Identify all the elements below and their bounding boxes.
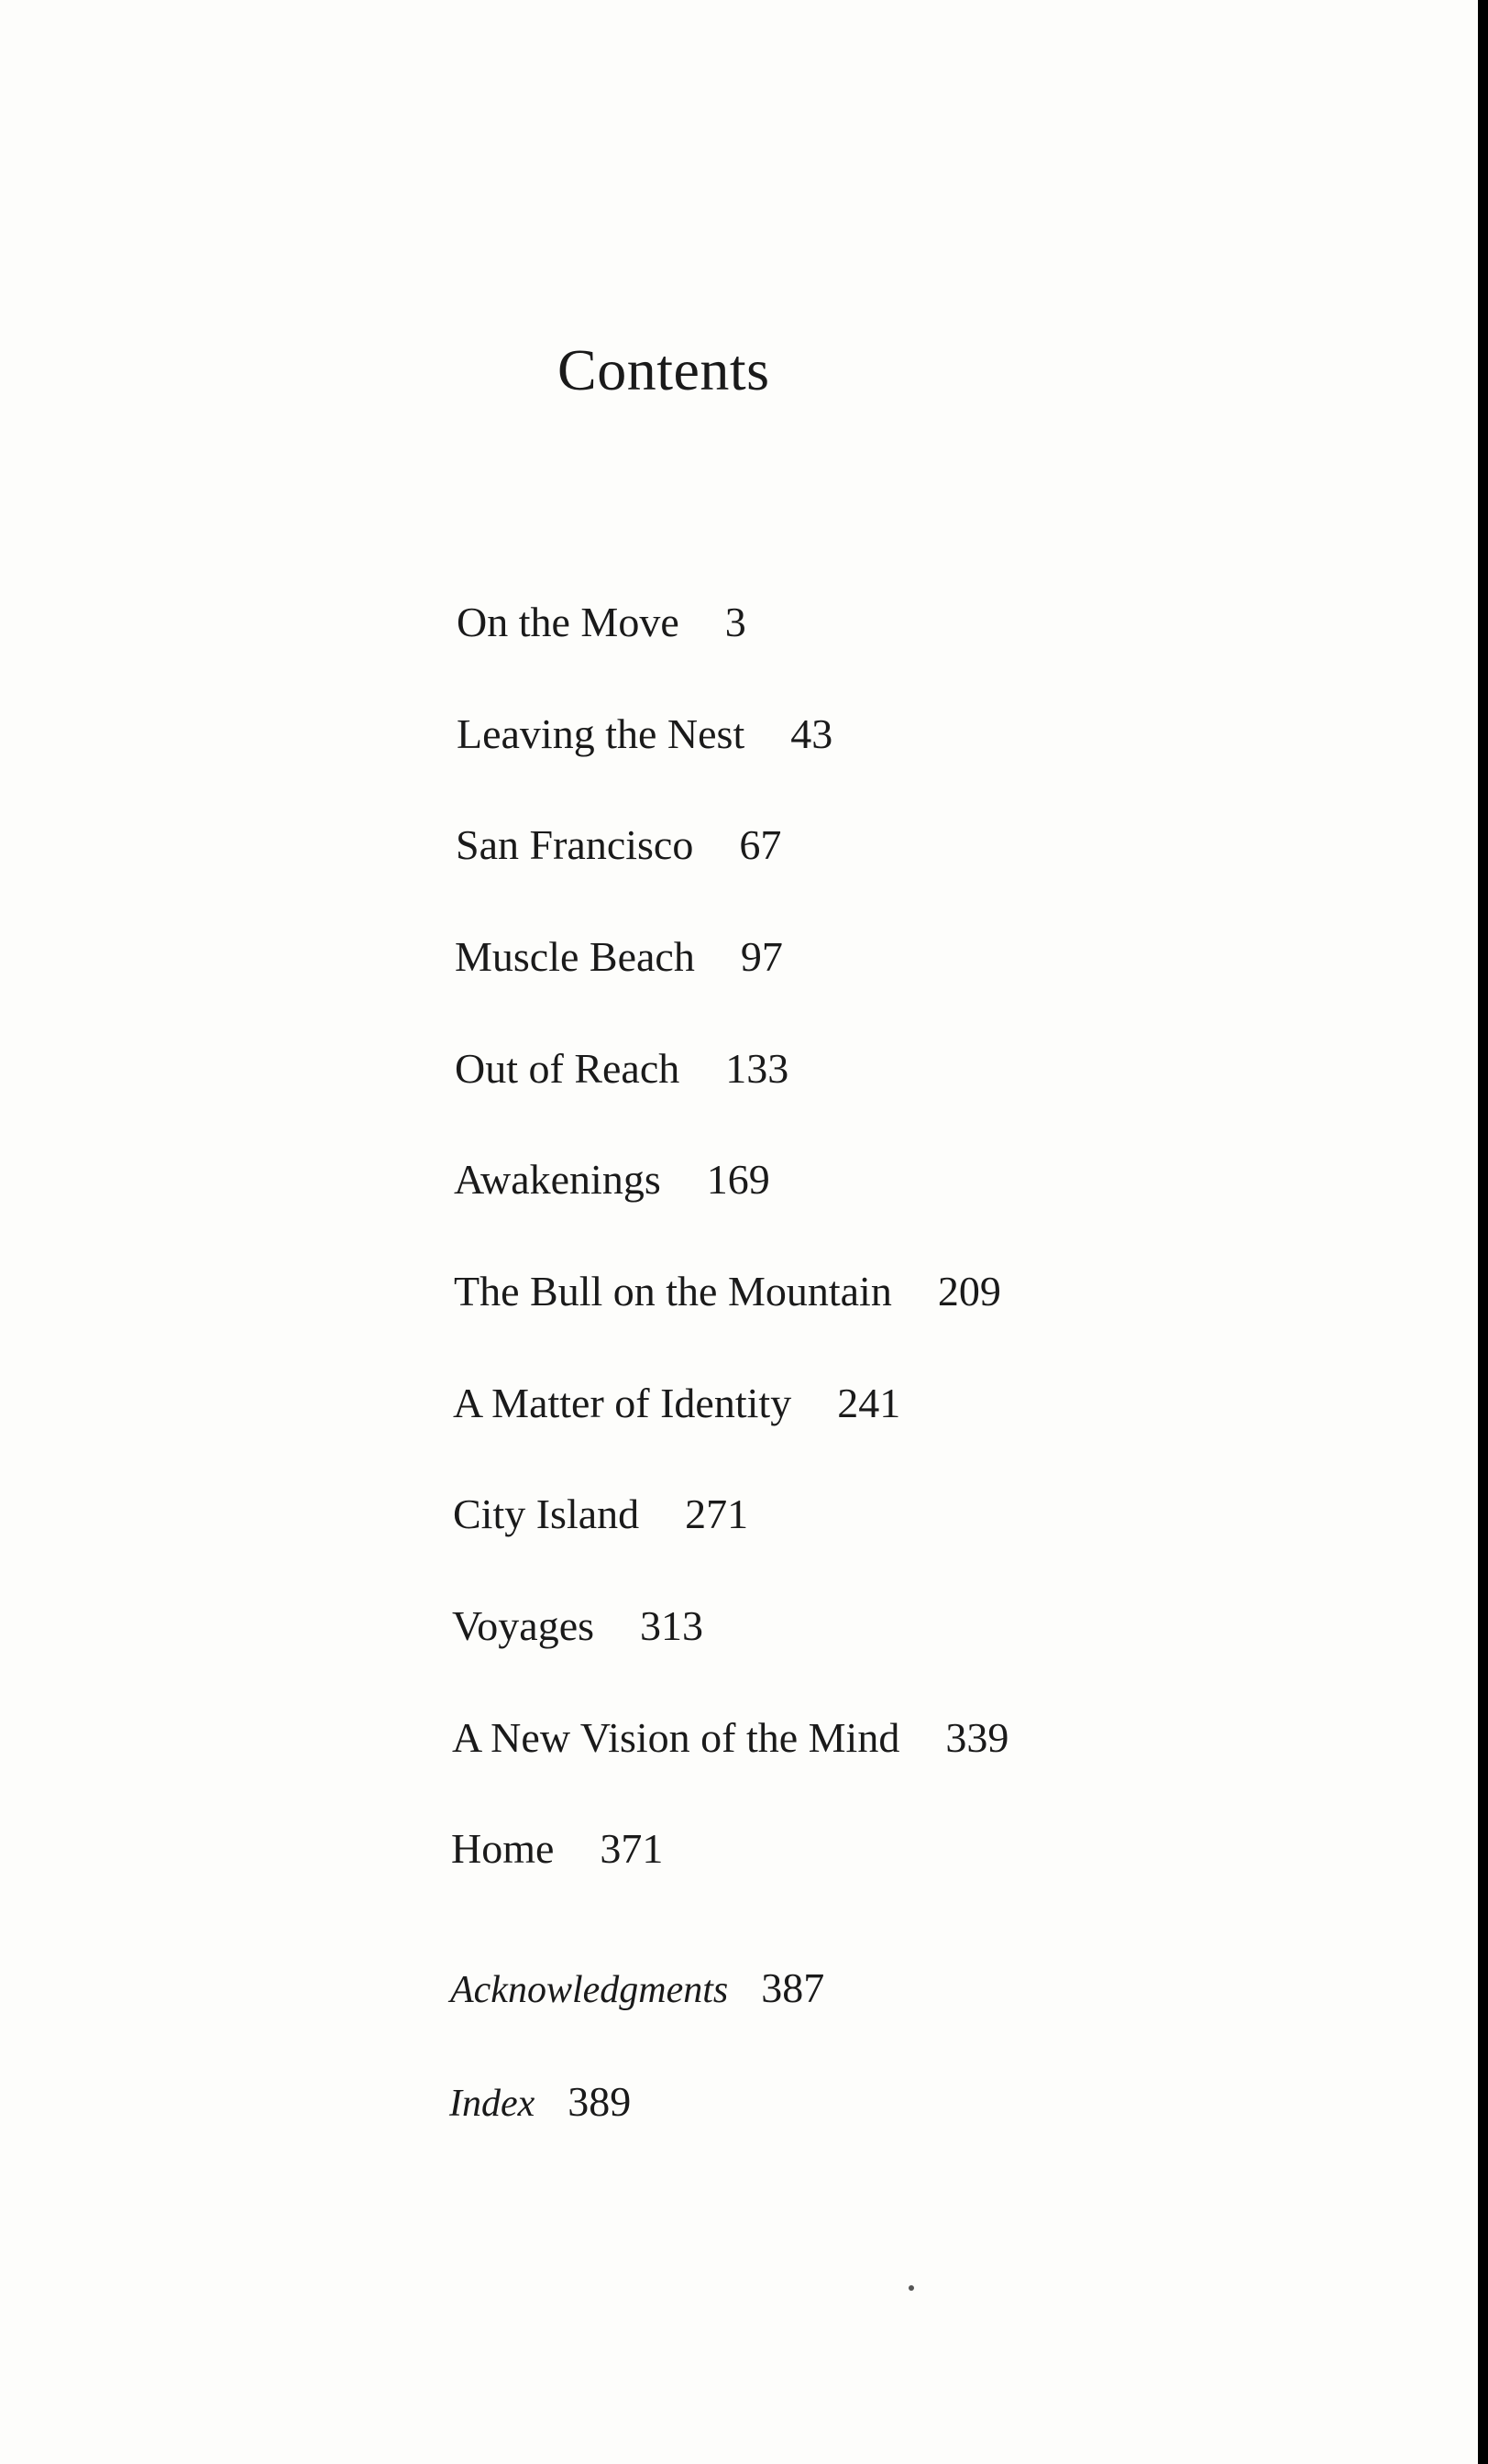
toc-entry-leaving-the-nest [457, 710, 833, 757]
toc-entry-muscle-beach [455, 933, 783, 980]
toc-entry-label: Leaving the Nest [457, 710, 745, 757]
toc-entry-a-new-vision-of-the-mind [452, 1714, 1009, 1761]
toc-entry-page-number: 389 [568, 2078, 632, 2125]
toc-entry-label: Out of Reach [455, 1045, 680, 1092]
toc-entry-city-island [453, 1490, 749, 1537]
toc-entry-acknowledgments [450, 1964, 825, 2011]
toc-entry-page-number: 387 [761, 1964, 825, 2011]
toc-entry-label: Index [449, 2083, 535, 2125]
toc-entry-label: The Bull on the Mountain [454, 1268, 892, 1314]
toc-entry-page-number: 371 [600, 1825, 664, 1872]
toc-entry-san-francisco [456, 821, 782, 868]
toc-entry-page-number: 271 [685, 1490, 749, 1537]
toc-entry-on-the-move [457, 601, 746, 644]
toc-entry-index [449, 2078, 632, 2125]
toc-entry-awakenings [454, 1156, 770, 1203]
toc-entry-home [451, 1825, 664, 1872]
toc-entry-label: Muscle Beach [455, 933, 695, 980]
toc-entry-label: City Island [453, 1490, 640, 1537]
toc-entry-page-number: 169 [706, 1156, 770, 1203]
toc-entry-page-number: 3 [724, 599, 746, 645]
toc-entry-label: A New Vision of the Mind [452, 1714, 900, 1761]
toc-entry-a-matter-of-identity [453, 1382, 900, 1424]
toc-entry-label: Acknowledgments [450, 1969, 729, 2011]
paper-speck [909, 2285, 914, 2291]
toc-entry-page-number: 133 [725, 1045, 789, 1092]
toc-entry-label: Voyages [452, 1602, 595, 1649]
toc-entry-label: Awakenings [454, 1156, 661, 1203]
toc-entry-page-number: 339 [945, 1714, 1009, 1761]
toc-entry-voyages [452, 1602, 704, 1649]
toc-entry-out-of-reach [455, 1045, 789, 1092]
toc-entry-page-number: 209 [937, 1268, 1001, 1314]
page-title: Contents [557, 337, 770, 402]
toc-entry-label: A Matter of Identity [453, 1380, 792, 1426]
toc-entry-label: On the Move [457, 599, 679, 645]
toc-entry-label: San Francisco [456, 821, 694, 868]
toc-entry-the-bull-on-the-mountain [454, 1270, 1001, 1313]
toc-entry-label: Home [451, 1825, 555, 1872]
toc-entry-page-number: 43 [790, 710, 833, 757]
toc-entry-page-number: 241 [837, 1380, 901, 1426]
toc-entry-page-number: 97 [740, 933, 783, 980]
toc-entry-page-number: 313 [640, 1602, 704, 1649]
toc-entry-page-number: 67 [739, 821, 782, 868]
